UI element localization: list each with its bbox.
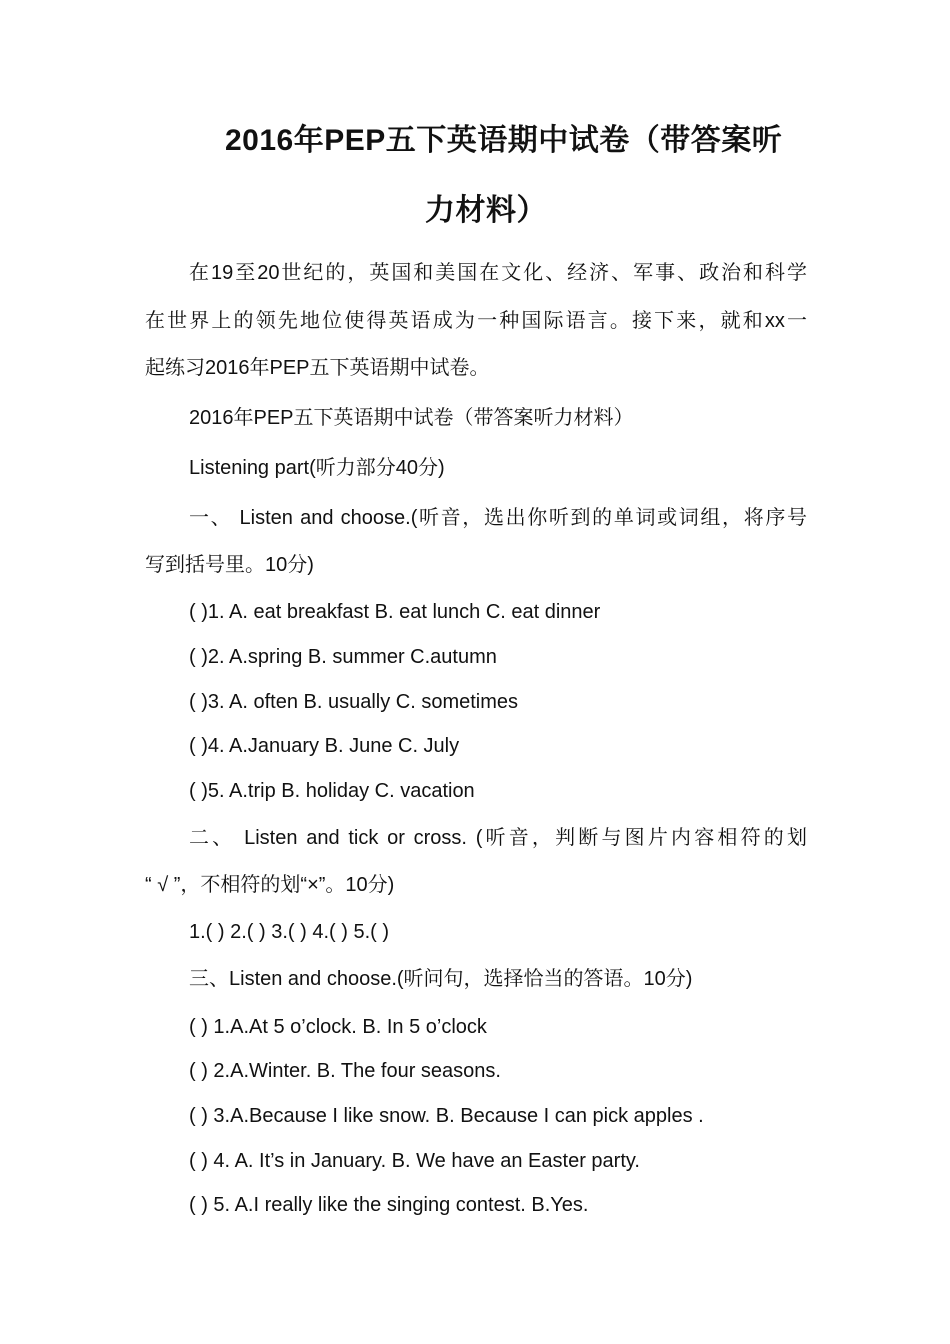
section3-item: ( ) 4. A. It’s in January. B. We have an Easter party. — [189, 1150, 640, 1172]
section1-item: ( )4. A.January B. June C. July — [189, 735, 460, 757]
intro-line-1: 在19至20世纪的，英国和美国在文化、经济、军事、政治和科学 — [189, 262, 807, 284]
section3-item: ( ) 5. A.I really like the singing contest. B.Yes. — [189, 1194, 589, 1216]
intro-line-2: 在世界上的领先地位使得英语成为一种国际语言。接下来，就和xx一 — [145, 310, 807, 332]
section1-heading-line-1: 一、 Listen and choose.(听音，选出你听到的单词或词组，将序号 — [189, 507, 807, 529]
document-title-line-1: 2016年PEP五下英语期中试卷（带答案听 — [225, 124, 783, 157]
listening-part-header: Listening part(听力部分40分) — [189, 457, 445, 479]
section1-item: ( )5. A.trip B. holiday C. vacation — [189, 780, 475, 802]
intro-line-3: 起练习2016年PEP五下英语期中试卷。 — [145, 357, 490, 379]
section3-item: ( ) 3.A.Because I like snow. B. Because I can pick apples . — [189, 1105, 704, 1127]
section2-heading-line-2: “ √ ”，不相符的划“×”。10分) — [145, 874, 395, 896]
section1-item: ( )3. A. often B. usually C. sometimes — [189, 691, 519, 713]
document-subtitle: 2016年PEP五下英语期中试卷（带答案听力材料） — [189, 407, 634, 429]
section1-heading-line-2: 写到括号里。10分) — [145, 554, 314, 576]
section1-item: ( )2. A.spring B. summer C.autumn — [189, 646, 497, 668]
section3-item: ( ) 2.A.Winter. B. The four seasons. — [189, 1060, 501, 1082]
section1-item: ( )1. A. eat breakfast B. eat lunch C. eat dinner — [189, 601, 601, 623]
section3-item: ( ) 1.A.At 5 o’clock. B. In 5 o’clock — [189, 1016, 487, 1038]
section2-heading-line-1: 二、 Listen and tick or cross. (听音，判断与图片内容相符的划 — [189, 827, 807, 849]
section2-item: 1.( ) 2.( ) 3.( ) 4.( ) 5.( ) — [189, 921, 390, 943]
section3-heading: 三、Listen and choose.(听问句，选择恰当的答语。10分) — [189, 968, 693, 990]
document-title-line-2: 力材料） — [425, 194, 547, 227]
